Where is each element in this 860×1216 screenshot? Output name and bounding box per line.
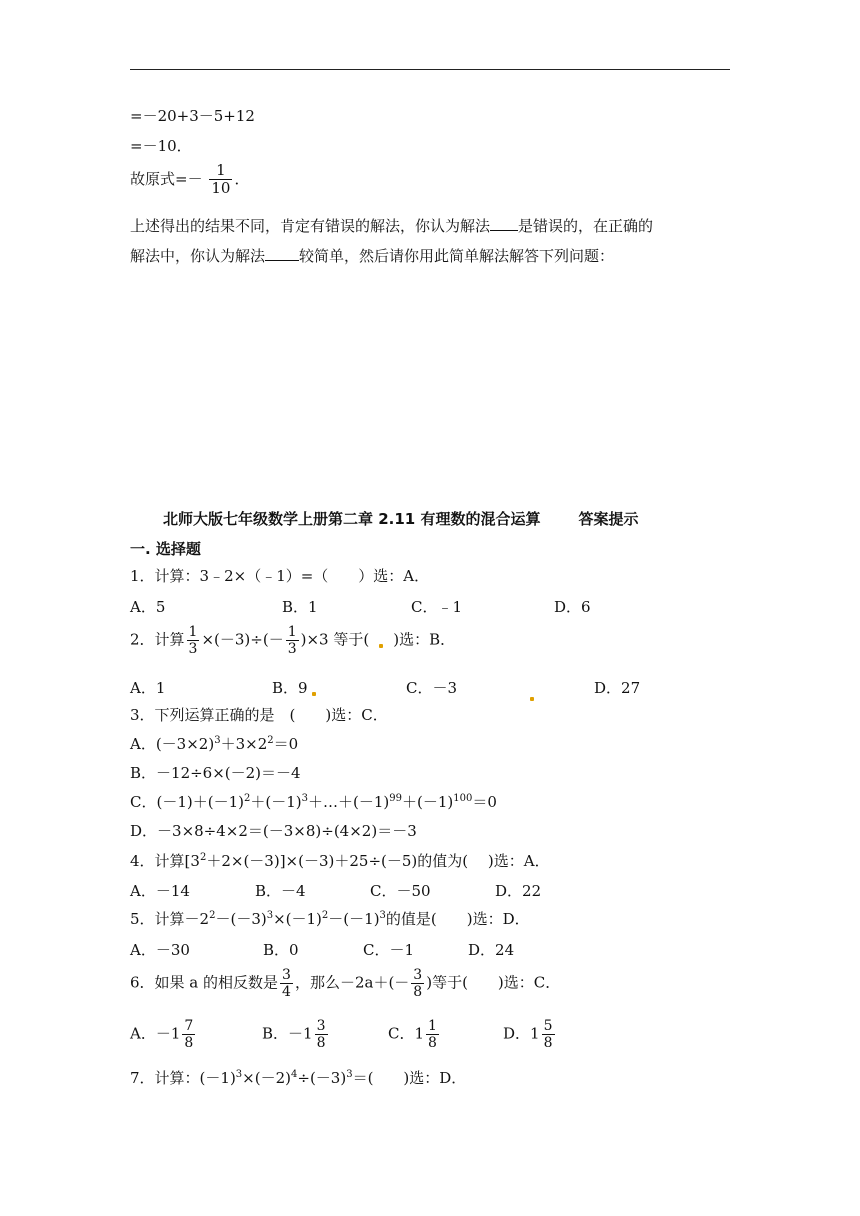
fraction: $\frac{1}{3}$ [287, 624, 297, 658]
fraction: $\frac{1}{10}$ [211, 161, 231, 198]
q6-option-b: B．－1 $\frac{3}{8}$ [262, 1018, 326, 1052]
question-3: 3．下列运算正确的是 ( )选：C． [130, 706, 388, 724]
marker-dot [379, 644, 383, 648]
question-4: 4．计算$[3^2+2\times(-3)]\times(-3)+25\div(-5)$的值为( )选：A． [130, 852, 550, 870]
calc-line-2: =－10． [130, 137, 192, 155]
section-heading: 一. 选择题 [130, 540, 201, 558]
q3-option-a: A．$(-3\times 2)^3+3\times 2^2=0$ [130, 735, 299, 753]
marker-dot [530, 697, 534, 701]
q4-option-c: C．－50 [370, 882, 431, 900]
fraction: $\frac{1}{8}$ [428, 1018, 437, 1052]
fraction: $\frac{5}{8}$ [543, 1018, 553, 1052]
q4-option-b: B．－4 [255, 882, 306, 900]
q5-option-a: A．－30 [130, 941, 190, 959]
paragraph-line-2: 解法中，你认为解法 较简单，然后请你用此简单解法解答下列问题： [130, 247, 615, 265]
fraction: $\frac{7}{8}$ [184, 1018, 194, 1052]
header-rule [130, 69, 730, 70]
q3-option-d: D．－3×8÷4×2＝(－3×8)÷(4×2)＝－3 [130, 822, 417, 840]
q6-option-d: D．1 $\frac{5}{8}$ [503, 1018, 553, 1052]
question-1: 1．计算：3﹣2×（﹣1）=（ ）选：A． [130, 567, 430, 585]
q1-option-c: C．﹣1 [411, 598, 463, 616]
fraction: $\frac{3}{4}$ [282, 967, 291, 1001]
answer-title: 北师大版七年级数学上册第二章 2.11 有理数的混合运算 答案提示 [163, 510, 639, 528]
q6-option-c: C．1 $\frac{1}{8}$ [388, 1018, 437, 1052]
question-2: 2．计算 $\frac{1}{3}$ ×(－3)÷(－ $\frac{1}{3}$ )×3 等于( )选：B． [130, 624, 456, 658]
question-6: 6．如果 a 的相反数是 $\frac{3}{4}$ ，那么－2a＋(－ $\frac{3}{8}$ )等于( )选：C． [130, 967, 561, 1001]
fraction: $\frac{1}{3}$ [188, 624, 198, 658]
fraction: $\frac{3}{8}$ [316, 1018, 326, 1052]
q4-option-a: A．－14 [130, 882, 190, 900]
q5-option-d: D．24 [468, 941, 515, 959]
marker-dot [312, 692, 316, 696]
q2-option-d: D．27 [594, 679, 641, 697]
q2-option-a: A．1 [130, 679, 166, 697]
paragraph-line-1: 上述得出的结果不同，肯定有错误的解法，你认为解法 是错误的，在正确的 [130, 217, 654, 235]
calc-line-1: =－20+3－5+12 [130, 107, 255, 125]
conclusion-line: 故原式=－ $\frac{1}{10}$ ． [130, 161, 250, 198]
q1-option-a: A．5 [130, 598, 166, 616]
question-7: 7．计算：$(-1)^3\times(-2)^4\div(-3)^3=$( )选：D． [130, 1069, 467, 1087]
question-5: 5．计算$-2^2-(-3)^3\times(-1)^2-(-1)^3$的值是( )选：D． [130, 910, 530, 928]
q4-option-d: D．22 [495, 882, 542, 900]
q5-option-c: C．－1 [363, 941, 415, 959]
q3-option-b: B．－12÷6×(－2)＝－4 [130, 764, 301, 782]
answer-blank [490, 216, 518, 231]
q1-option-d: D．6 [554, 598, 591, 616]
q6-option-a: A．－1 $\frac{7}{8}$ [130, 1018, 194, 1052]
fraction: $\frac{3}{8}$ [413, 967, 423, 1001]
answer-blank [265, 246, 299, 261]
q5-option-b: B．0 [263, 941, 299, 959]
q2-option-c: C．－3 [406, 679, 458, 697]
q2-option-b: B．9 [272, 677, 316, 698]
q1-option-b: B．1 [282, 598, 318, 616]
q3-option-c: C．$(-1)+(-1)^2+(-1)^3+\dots+(-1)^{99}+(-1)^{100}=0$ [130, 793, 497, 811]
